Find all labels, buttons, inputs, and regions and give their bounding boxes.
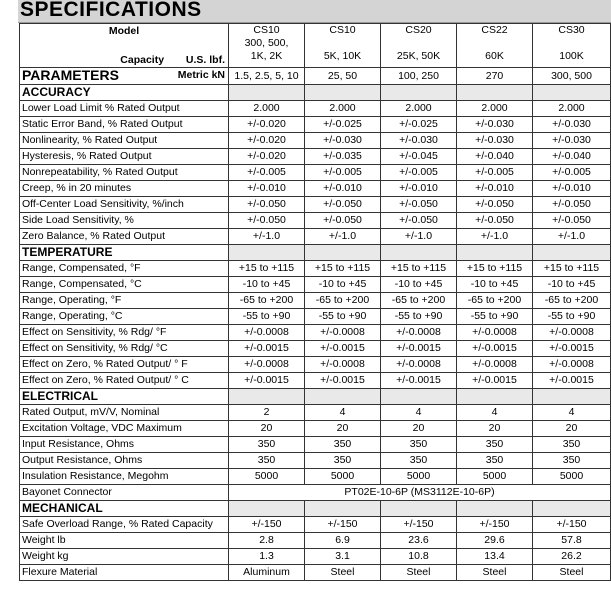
row-value: +/-0.0015	[533, 341, 611, 357]
model-name: CS10	[329, 24, 356, 36]
row-value: +/-0.045	[381, 149, 457, 165]
row-value: 5000	[381, 469, 457, 485]
row-value: +/-0.050	[457, 213, 533, 229]
table-row	[20, 165, 611, 181]
table-row	[20, 469, 611, 485]
section-header-temperature	[20, 245, 611, 261]
table-row	[20, 341, 611, 357]
table-row	[20, 213, 611, 229]
table-row	[20, 565, 611, 581]
row-value: +/-0.050	[229, 197, 305, 213]
row-label: Safe Overload Range, % Rated Capacity	[20, 517, 229, 533]
table-row	[20, 101, 611, 117]
row-value: +/-0.040	[533, 149, 611, 165]
capacity-metric: 1.5, 2.5, 5, 10	[229, 68, 305, 85]
row-value: +15 to +115	[229, 261, 305, 277]
row-value: +/-0.0015	[305, 341, 381, 357]
row-label: Insulation Resistance, Megohm	[20, 469, 229, 485]
row-value: +/-150	[381, 517, 457, 533]
model-name: CS20	[405, 24, 432, 36]
section-filler	[533, 245, 611, 261]
row-value: -65 to +200	[305, 293, 381, 309]
model-cell	[229, 24, 305, 68]
section-header-electrical	[20, 389, 611, 405]
row-value: 13.4	[457, 549, 533, 565]
model-cell	[381, 24, 457, 68]
row-value: +/-0.0015	[229, 341, 305, 357]
table-row	[20, 517, 611, 533]
row-value: +/-0.0008	[457, 325, 533, 341]
row-value: +15 to +115	[533, 261, 611, 277]
specifications-table	[19, 23, 611, 581]
row-value: +/-0.0015	[381, 341, 457, 357]
row-value: -55 to +90	[305, 309, 381, 325]
row-value: -55 to +90	[229, 309, 305, 325]
row-value: +/-0.040	[457, 149, 533, 165]
row-label: Effect on Zero, % Rated Output/ ° F	[20, 357, 229, 373]
table-row	[20, 293, 611, 309]
parameters-row	[20, 68, 611, 85]
row-value: +/-0.050	[381, 213, 457, 229]
section-filler	[533, 389, 611, 405]
row-label: Range, Operating, °C	[20, 309, 229, 325]
model-label: Model	[20, 24, 229, 40]
row-label: Excitation Voltage, VDC Maximum	[20, 421, 229, 437]
row-value: 20	[457, 421, 533, 437]
row-value: +15 to +115	[457, 261, 533, 277]
row-value: +/-0.0008	[229, 325, 305, 341]
model-cell	[305, 24, 381, 68]
capacity-metric: 300, 500	[533, 68, 611, 85]
section-filler	[457, 245, 533, 261]
row-value: -10 to +45	[305, 277, 381, 293]
row-value: 20	[305, 421, 381, 437]
row-value: +/-0.0008	[305, 325, 381, 341]
row-value: +/-0.005	[381, 165, 457, 181]
row-value: +/-0.020	[229, 133, 305, 149]
row-value: +/-0.050	[533, 197, 611, 213]
section-header-mechanical	[20, 501, 611, 517]
section-filler	[305, 245, 381, 261]
table-row	[20, 405, 611, 421]
row-label: Input Resistance, Ohms	[20, 437, 229, 453]
row-label: Off-Center Load Sensitivity, %/inch	[20, 197, 229, 213]
capacity-label-cell	[20, 39, 229, 68]
section-header-accuracy	[20, 85, 611, 101]
row-value: +/-0.010	[305, 181, 381, 197]
row-value: +/-0.005	[457, 165, 533, 181]
row-value: Steel	[533, 565, 611, 581]
table-row	[20, 117, 611, 133]
table-row	[20, 421, 611, 437]
row-label: Range, Compensated, °C	[20, 277, 229, 293]
row-value: 350	[457, 453, 533, 469]
capacity-us: 5K, 10K	[323, 50, 362, 62]
table-row	[20, 261, 611, 277]
capacity-us: 25K, 50K	[396, 50, 441, 62]
table-row	[20, 149, 611, 165]
row-value: +/-1.0	[457, 229, 533, 245]
row-value: Steel	[381, 565, 457, 581]
row-value: -65 to +200	[457, 293, 533, 309]
section-filler	[305, 389, 381, 405]
table-row	[20, 453, 611, 469]
row-value: 20	[533, 421, 611, 437]
row-value: -65 to +200	[229, 293, 305, 309]
row-label: Range, Compensated, °F	[20, 261, 229, 277]
table-row	[20, 229, 611, 245]
row-value: +/-1.0	[229, 229, 305, 245]
row-value: -55 to +90	[381, 309, 457, 325]
row-value: Steel	[457, 565, 533, 581]
row-value: 2	[229, 405, 305, 421]
row-label: Rated Output, mV/V, Nominal	[20, 405, 229, 421]
table-row	[20, 181, 611, 197]
section-filler	[229, 245, 305, 261]
row-label: Nonrepeatability, % Rated Output	[20, 165, 229, 181]
row-value: -10 to +45	[533, 277, 611, 293]
section-filler	[381, 245, 457, 261]
table-row	[20, 357, 611, 373]
row-value: 4	[381, 405, 457, 421]
row-value: +/-0.005	[533, 165, 611, 181]
row-value: +/-0.030	[457, 133, 533, 149]
model-name: CS22	[481, 24, 508, 36]
row-value: Steel	[305, 565, 381, 581]
row-value: 350	[381, 437, 457, 453]
table-row	[20, 437, 611, 453]
row-value: +/-0.030	[533, 117, 611, 133]
row-value: +/-150	[305, 517, 381, 533]
row-value: 2.000	[305, 101, 381, 117]
row-label: Creep, % in 20 minutes	[20, 181, 229, 197]
row-value: +/-0.025	[381, 117, 457, 133]
model-name: CS10	[253, 24, 280, 36]
row-value: +/-0.0015	[305, 373, 381, 389]
row-value: +/-150	[229, 517, 305, 533]
row-value: +/-0.030	[305, 133, 381, 149]
section-filler	[229, 389, 305, 405]
row-label: Flexure Material	[20, 565, 229, 581]
row-value: -65 to +200	[381, 293, 457, 309]
row-value: +/-0.050	[229, 213, 305, 229]
row-value: 350	[381, 453, 457, 469]
row-value: 5000	[457, 469, 533, 485]
row-value: +/-0.050	[533, 213, 611, 229]
row-value: +/-0.020	[229, 117, 305, 133]
section-filler	[381, 85, 457, 101]
row-value: 5000	[533, 469, 611, 485]
connector-row	[20, 485, 611, 501]
table-row	[20, 277, 611, 293]
row-value: +/-0.0015	[381, 373, 457, 389]
parameters-unit: Metric kN	[177, 68, 225, 81]
row-value: 4	[457, 405, 533, 421]
row-value: 350	[305, 453, 381, 469]
row-label: Effect on Sensitivity, % Rdg/ °F	[20, 325, 229, 341]
row-label: Weight lb	[20, 533, 229, 549]
row-value: +/-0.0015	[533, 373, 611, 389]
section-title: TEMPERATURE	[20, 245, 229, 261]
row-value: 350	[457, 437, 533, 453]
row-label: Zero Balance, % Rated Output	[20, 229, 229, 245]
table-row	[20, 549, 611, 565]
section-filler	[305, 85, 381, 101]
row-value: 4	[533, 405, 611, 421]
row-value: 10.8	[381, 549, 457, 565]
table-row	[20, 309, 611, 325]
row-label: Nonlinearity, % Rated Output	[20, 133, 229, 149]
row-value: +/-0.030	[381, 133, 457, 149]
row-value: +/-0.0008	[305, 357, 381, 373]
model-name: CS30	[558, 24, 585, 36]
capacity-unit: U.S. lbf.	[185, 54, 225, 66]
table-row	[20, 373, 611, 389]
row-value: 5000	[305, 469, 381, 485]
row-value: +/-0.010	[533, 181, 611, 197]
capacity-top: 300, 500,	[244, 37, 289, 49]
row-value: +/-0.0015	[457, 373, 533, 389]
section-filler	[381, 389, 457, 405]
row-value: +/-0.025	[305, 117, 381, 133]
section-filler	[457, 501, 533, 517]
row-value: +/-0.035	[305, 149, 381, 165]
parameters-label-cell	[20, 68, 229, 85]
section-title: ACCURACY	[20, 85, 229, 101]
connector-value: PT02E-10-6P (MS3112E-10-6P)	[229, 485, 611, 501]
row-value: -10 to +45	[457, 277, 533, 293]
table-row	[20, 533, 611, 549]
row-label: Side Load Sensitivity, %	[20, 213, 229, 229]
section-filler	[457, 85, 533, 101]
row-label: Lower Load Limit % Rated Output	[20, 101, 229, 117]
row-value: 6.9	[305, 533, 381, 549]
row-value: 26.2	[533, 549, 611, 565]
parameters-label: PARAMETERS	[22, 67, 119, 83]
row-value: +15 to +115	[305, 261, 381, 277]
row-value: +/-0.050	[305, 197, 381, 213]
row-value: +/-0.020	[229, 149, 305, 165]
row-value: +/-0.010	[229, 181, 305, 197]
capacity-label: Capacity	[120, 54, 165, 66]
capacity-us: 60K	[485, 50, 504, 62]
row-value: +/-0.0008	[533, 357, 611, 373]
row-value: 350	[533, 453, 611, 469]
row-value: 2.8	[229, 533, 305, 549]
capacity-metric: 270	[457, 68, 533, 85]
row-value: 23.6	[381, 533, 457, 549]
row-value: +/-0.050	[381, 197, 457, 213]
row-value: 5000	[229, 469, 305, 485]
row-value: 350	[305, 437, 381, 453]
row-label: Hysteresis, % Rated Output	[20, 149, 229, 165]
row-value: 4	[305, 405, 381, 421]
row-value: 2.000	[457, 101, 533, 117]
section-filler	[229, 501, 305, 517]
row-value: 2.000	[533, 101, 611, 117]
model-row	[20, 24, 611, 40]
row-value: 350	[229, 453, 305, 469]
section-title: MECHANICAL	[20, 501, 229, 517]
row-value: -10 to +45	[381, 277, 457, 293]
row-value: +/-0.050	[305, 213, 381, 229]
capacity-us: 1K, 2K	[250, 50, 283, 62]
row-label: Static Error Band, % Rated Output	[20, 117, 229, 133]
row-value: 1.3	[229, 549, 305, 565]
section-filler	[457, 389, 533, 405]
capacity-metric: 25, 50	[305, 68, 381, 85]
row-value: +/-0.0008	[229, 357, 305, 373]
row-label: Effect on Zero, % Rated Output/ ° C	[20, 373, 229, 389]
row-value: 20	[229, 421, 305, 437]
row-value: 350	[229, 437, 305, 453]
capacity-metric: 100, 250	[381, 68, 457, 85]
row-value: -55 to +90	[533, 309, 611, 325]
row-value: 350	[533, 437, 611, 453]
row-value: 57.8	[533, 533, 611, 549]
row-value: +/-1.0	[533, 229, 611, 245]
section-filler	[381, 501, 457, 517]
row-value: 20	[381, 421, 457, 437]
row-value: 2.000	[381, 101, 457, 117]
row-label: Output Resistance, Ohms	[20, 453, 229, 469]
row-value: +/-0.030	[457, 117, 533, 133]
table-row	[20, 325, 611, 341]
row-value: +/-0.010	[457, 181, 533, 197]
model-cell	[457, 24, 533, 68]
row-value: 3.1	[305, 549, 381, 565]
capacity-us: 100K	[559, 50, 584, 62]
table-row	[20, 133, 611, 149]
row-value: +/-150	[533, 517, 611, 533]
title-bar	[18, 0, 611, 23]
row-value: +/-0.005	[305, 165, 381, 181]
row-value: +/-1.0	[305, 229, 381, 245]
row-value: +/-0.0008	[381, 325, 457, 341]
connector-label: Bayonet Connector	[20, 485, 229, 501]
row-label: Effect on Sensitivity, % Rdg/ °C	[20, 341, 229, 357]
table-row	[20, 197, 611, 213]
row-label: Weight kg	[20, 549, 229, 565]
row-value: +15 to +115	[381, 261, 457, 277]
row-value: +/-0.0015	[229, 373, 305, 389]
row-value: +/-0.0008	[533, 325, 611, 341]
row-value: +/-0.050	[457, 197, 533, 213]
row-value: -10 to +45	[229, 277, 305, 293]
row-value: +/-0.0008	[381, 357, 457, 373]
row-value: 2.000	[229, 101, 305, 117]
section-filler	[305, 501, 381, 517]
row-label: Range, Operating, °F	[20, 293, 229, 309]
model-cell	[533, 24, 611, 68]
row-value: 29.6	[457, 533, 533, 549]
row-value: +/-0.010	[381, 181, 457, 197]
row-value: Aluminum	[229, 565, 305, 581]
section-filler	[229, 85, 305, 101]
row-value: +/-0.005	[229, 165, 305, 181]
section-filler	[533, 501, 611, 517]
section-filler	[533, 85, 611, 101]
row-value: -55 to +90	[457, 309, 533, 325]
row-value: +/-0.0008	[457, 357, 533, 373]
row-value: +/-0.030	[533, 133, 611, 149]
row-value: +/-0.0015	[457, 341, 533, 357]
row-value: +/-1.0	[381, 229, 457, 245]
row-value: -65 to +200	[533, 293, 611, 309]
row-value: +/-150	[457, 517, 533, 533]
page-title: SPECIFICATIONS	[20, 0, 202, 21]
section-title: ELECTRICAL	[20, 389, 229, 405]
